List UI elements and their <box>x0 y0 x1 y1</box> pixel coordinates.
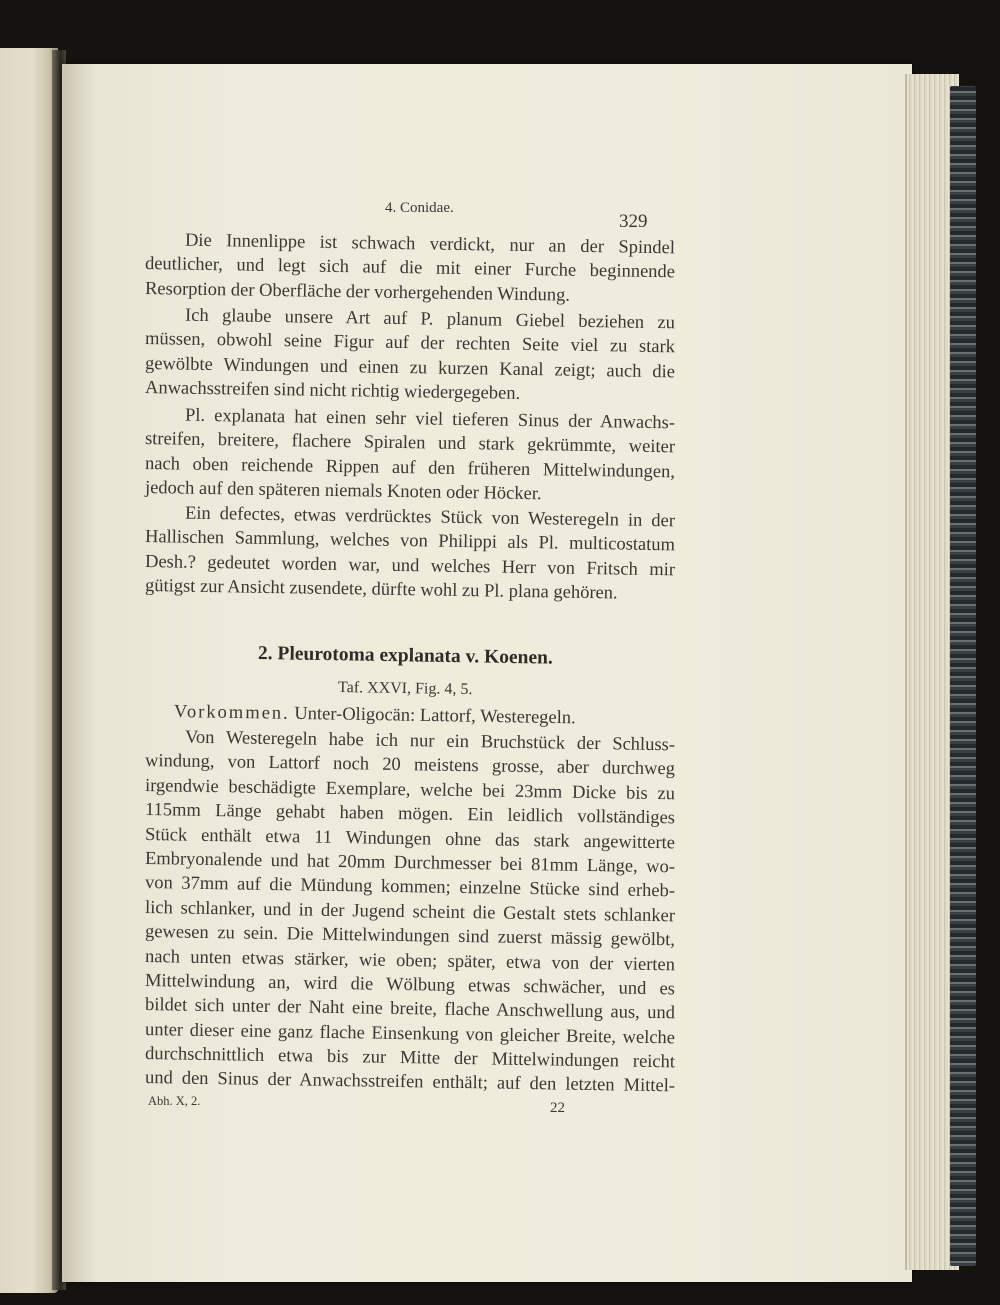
text-line: jedoch auf den späteren niemals Knoten oder Höcker. <box>144 478 542 505</box>
text-line: Hallischen Sammlung, welches von Philippi als Pl. multicostatum <box>144 527 676 556</box>
text-line: Pl. explanata hat einen sehr viel tieferen Sinus der Anwachs- <box>184 405 676 434</box>
text-line: Desh.? gedeutet worden war, und welches Herr von Fritsch mir <box>144 551 676 581</box>
description-paragraph <box>144 727 676 1097</box>
text-line: irgendwie beschädigte Exemplare, welche bei 23mm Dicke bis zu <box>144 775 676 805</box>
text-line: Mittelwindung an, wird die Wölbung etwas schwächer, und es <box>144 970 676 1000</box>
text-line: müssen, obwohl seine Figur auf der rechten Seite viel zu stark <box>144 329 676 358</box>
occurrence-text: Unter-Oligocän: Lattorf, Westeregeln. <box>294 703 576 729</box>
paragraph-3 <box>145 405 675 503</box>
text-line: Von Westeregeln habe ich nur ein Bruchstück der Schluss- <box>184 727 676 756</box>
text-line: unter dieser eine ganz flache Einsenkung von gleicher Breite, welche <box>144 1019 676 1049</box>
text-line: Anwachsstreifen sind nicht richtig wiedergegeben. <box>144 378 521 405</box>
text-line: Die Innenlippe ist schwach verdickt, nur an der Spindel <box>184 230 676 259</box>
text-line: Ich glaube unsere Art auf P. planum Giebel beziehen zu <box>184 305 676 334</box>
text-line: 115mm Länge gehabt haben mögen. Ein leidlich vollständiges <box>144 800 676 829</box>
text-line: windung, von Lattorf noch 20 meistens grosse, aber durchweg <box>144 751 676 780</box>
section-heading: 2. Pleurotoma explanata v. Koenen. <box>257 643 553 669</box>
running-head: 4. Conidae. <box>385 200 454 216</box>
text-line: nach unten etwas stärker, wie oben; später, etwa von der vierten <box>144 946 676 975</box>
text-line: Resorption der Oberfläche der vorhergehenden Windung. <box>144 278 571 306</box>
occurrence-label: Vorkommen. <box>173 702 290 724</box>
text-line: Embryonalende und hat 20mm Durchmesser bei 81mm Länge, wo- <box>144 848 676 878</box>
text-line: bildet sich unter der Naht eine breite, flache Anschwellung aus, und <box>144 995 676 1024</box>
text-line: nach oben reichende Rippen auf den früheren Mittelwindungen, <box>144 453 676 483</box>
text-line: Stück enthält etwa 11 Windungen ohne das stark angewitterte <box>144 824 676 853</box>
page-number: 329 <box>619 211 648 232</box>
footer-signature: Abh. X, 2. <box>148 1094 201 1108</box>
book-cover-edge <box>950 86 976 1266</box>
text-line: gewesen zu sein. Die Mittelwindungen sind zuerst mässig gewölbt, <box>144 922 676 951</box>
text-line: und den Sinus der Anwachsstreifen enthält; auf den letzten Mittel- <box>144 1068 676 1097</box>
plate-reference: Taf. XXVI, Fig. 4, 5. <box>337 679 473 699</box>
text-line: gütigst zur Ansicht zusendete, dürfte wohl zu Pl. plana gehören. <box>144 576 618 604</box>
text-line: gewölbte Windungen und einen zu kurzen Kanal zeigt; auch die <box>144 353 676 383</box>
left-page-edge <box>0 48 58 1293</box>
text-line: lich schlanker, und in der Jugend scheint die Gestalt stets schlanker <box>144 897 676 927</box>
paragraph-1 <box>144 230 676 306</box>
text-line: streifen, breitere, flachere Spiralen und stark gekrümmte, weiter <box>144 429 676 458</box>
text-line: durchschnittlich etwa bis zur Mitte der Mittelwindungen reicht <box>144 1044 676 1073</box>
text-line: deutlicher, und legt sich auf die mit einer Furche beginnende <box>144 254 676 283</box>
paragraph-4 <box>144 503 676 604</box>
footer-sheet-number: 22 <box>550 1100 565 1116</box>
text-line: von 37mm auf die Mündung kommen; einzelne Stücke sind erheb- <box>144 873 676 902</box>
paragraph-2 <box>145 305 675 403</box>
text-line: Ein defectes, etwas verdrücktes Stück von Westeregeln in der <box>184 503 676 532</box>
